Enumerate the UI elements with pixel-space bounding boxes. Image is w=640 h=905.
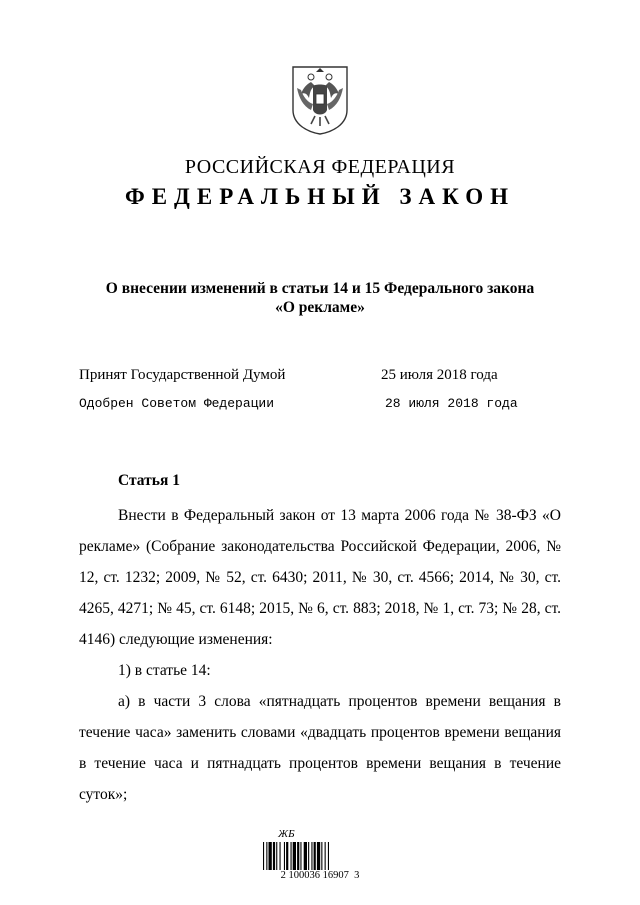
barcode-bar bbox=[266, 842, 267, 870]
barcode-bar bbox=[317, 842, 320, 870]
barcode-bar bbox=[314, 842, 316, 870]
article-paragraph: а) в части 3 слова «пятнадцать процентов времени вещания в течение часа» заменить словами «двадцать процентов времени вещания в течение часа и пятнадцать процентов времени вещания в течение суток»; bbox=[79, 693, 561, 803]
article-paragraph: 1) в статье 14: bbox=[118, 662, 211, 679]
article-body bbox=[79, 500, 561, 810]
barcode-bar bbox=[276, 842, 277, 870]
country-heading: РОССИЙСКАЯ ФЕДЕРАЦИЯ bbox=[184, 156, 456, 178]
barcode-bar bbox=[286, 842, 288, 870]
barcode-bar bbox=[293, 842, 296, 870]
barcode-bar bbox=[263, 842, 264, 870]
barcode-number: 2 100036 16907 3 bbox=[280, 870, 360, 881]
adoption-label: Принят Государственной Думой bbox=[79, 367, 286, 383]
barcode-bar bbox=[300, 842, 301, 870]
article-heading: Статья 1 bbox=[118, 472, 180, 489]
barcode-bars bbox=[262, 842, 370, 870]
barcode-bar bbox=[291, 842, 292, 870]
barcode bbox=[258, 828, 384, 880]
barcode-bar bbox=[273, 842, 275, 870]
barcode-bar bbox=[280, 842, 281, 870]
barcode-bar bbox=[284, 842, 285, 870]
barcode-bar bbox=[297, 842, 299, 870]
adoption-date: 28 июля 2018 года bbox=[385, 396, 518, 411]
law-title-line-1: О внесении изменений в статьи 14 и 15 Федерального закона bbox=[105, 280, 535, 297]
law-type-heading: ФЕДЕРАЛЬНЫЙ ЗАКОН bbox=[124, 184, 516, 209]
law-title-line-2: «О рекламе» bbox=[275, 299, 365, 316]
barcode-bar bbox=[311, 842, 312, 870]
barcode-bar bbox=[328, 842, 329, 870]
barcode-bar bbox=[308, 842, 309, 870]
barcode-bar bbox=[304, 842, 307, 870]
barcode-bar bbox=[269, 842, 272, 870]
barcode-bar bbox=[321, 842, 322, 870]
adoption-date: 25 июля 2018 года bbox=[381, 367, 498, 383]
adoption-label: Одобрен Советом Федерации bbox=[79, 396, 275, 411]
barcode-bar bbox=[325, 842, 326, 870]
law-title bbox=[60, 279, 580, 317]
article-paragraph: Внести в Федеральный закон от 13 марта 2006 года № 38-ФЗ «О рекламе» (Собрание законодательства Российской Федерации, 2006, № 12, ст. 1232; 2009, № 52, ст. 6430; 2011, № 30, ст. 4566; 2014, № 30, ст. 4265, 4271; № 45, ст. 6148; 2015, № 6, ст. 883; 2018, № 1, ст. 73; № 28, ст. 4146) следующие изменения: bbox=[79, 507, 561, 648]
coat-of-arms-emblem bbox=[289, 64, 351, 136]
barcode-mark: ЖБ bbox=[278, 828, 295, 840]
